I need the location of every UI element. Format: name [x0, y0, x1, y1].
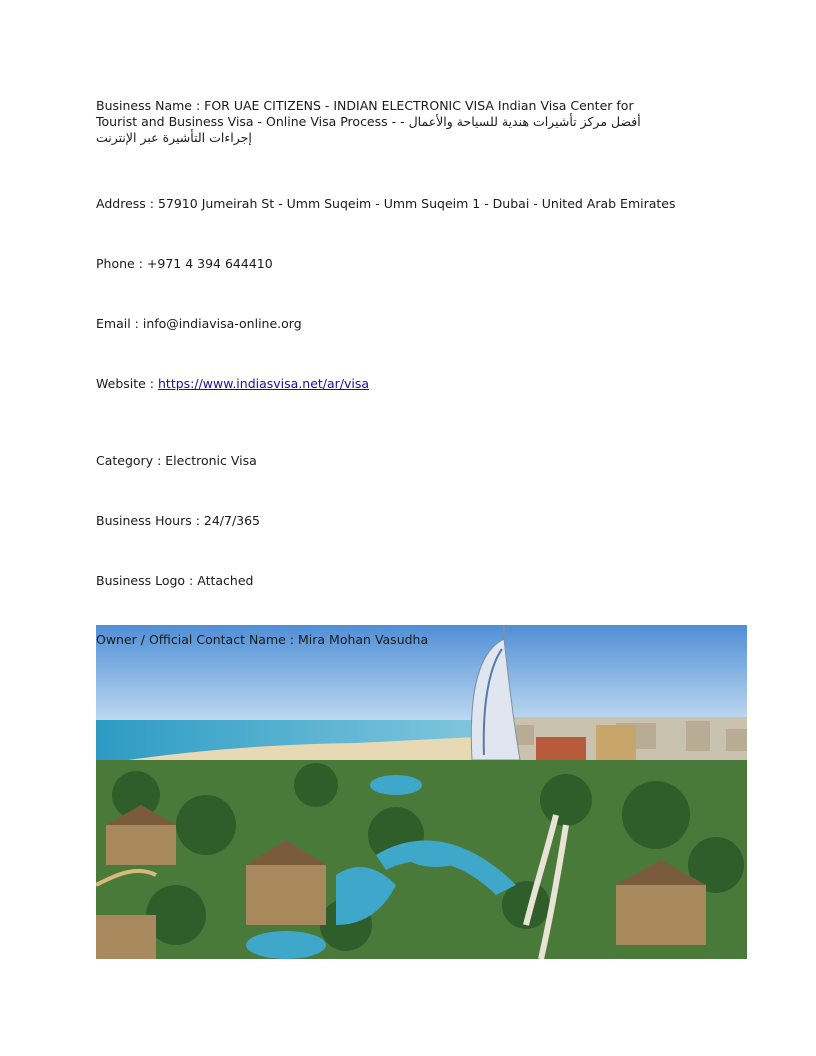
- hours-value: 24/7/365: [203, 513, 261, 528]
- phone-line: [96, 256, 656, 272]
- hours-label: Business Hours :: [96, 513, 204, 528]
- phone-label: Phone :: [96, 256, 147, 271]
- photo-illustration: [96, 625, 747, 959]
- dubai-resort-photo: [96, 625, 747, 959]
- address-line: [96, 196, 676, 212]
- logo-value: Attached: [197, 573, 254, 588]
- email-line: [96, 316, 656, 332]
- category-label: Category :: [96, 453, 166, 468]
- owner-line: [96, 632, 428, 648]
- logo-label: Business Logo :: [96, 573, 198, 588]
- address-value: 57910 Jumeirah St - Umm Suqeim - Umm Suqeim 1 - Dubai - United Arab Emirates: [157, 196, 676, 211]
- hours-line: [96, 513, 656, 529]
- website-link[interactable]: https://www.indiasvisa.net/ar/visa: [158, 376, 370, 391]
- category-value: Electronic Visa: [165, 453, 257, 468]
- address-label: Address :: [96, 196, 158, 211]
- logo-line: [96, 573, 656, 589]
- phone-value: +971 4 394 644410: [146, 256, 273, 271]
- owner-value: Mira Mohan Vasudha: [298, 632, 429, 647]
- owner-label: Owner / Official Contact Name :: [96, 632, 298, 647]
- email-label: Email :: [96, 316, 143, 331]
- business-name-label: Business Name :: [96, 98, 205, 113]
- email-value: info@indiavisa-online.org: [142, 316, 302, 331]
- business-name-value: FOR UAE CITIZENS - INDIAN ELECTRONIC VISA Indian Visa Center for Tourist and Business Visa - Online Visa Process - أفضل مركز تأشيرات هندية للسياحة والأعمال - إجراءات التأشيرة عبر الإنترنت: [96, 98, 641, 145]
- category-line: [96, 453, 656, 469]
- website-line: [96, 376, 656, 392]
- business-name-line: [96, 98, 656, 146]
- website-label: Website :: [96, 376, 158, 391]
